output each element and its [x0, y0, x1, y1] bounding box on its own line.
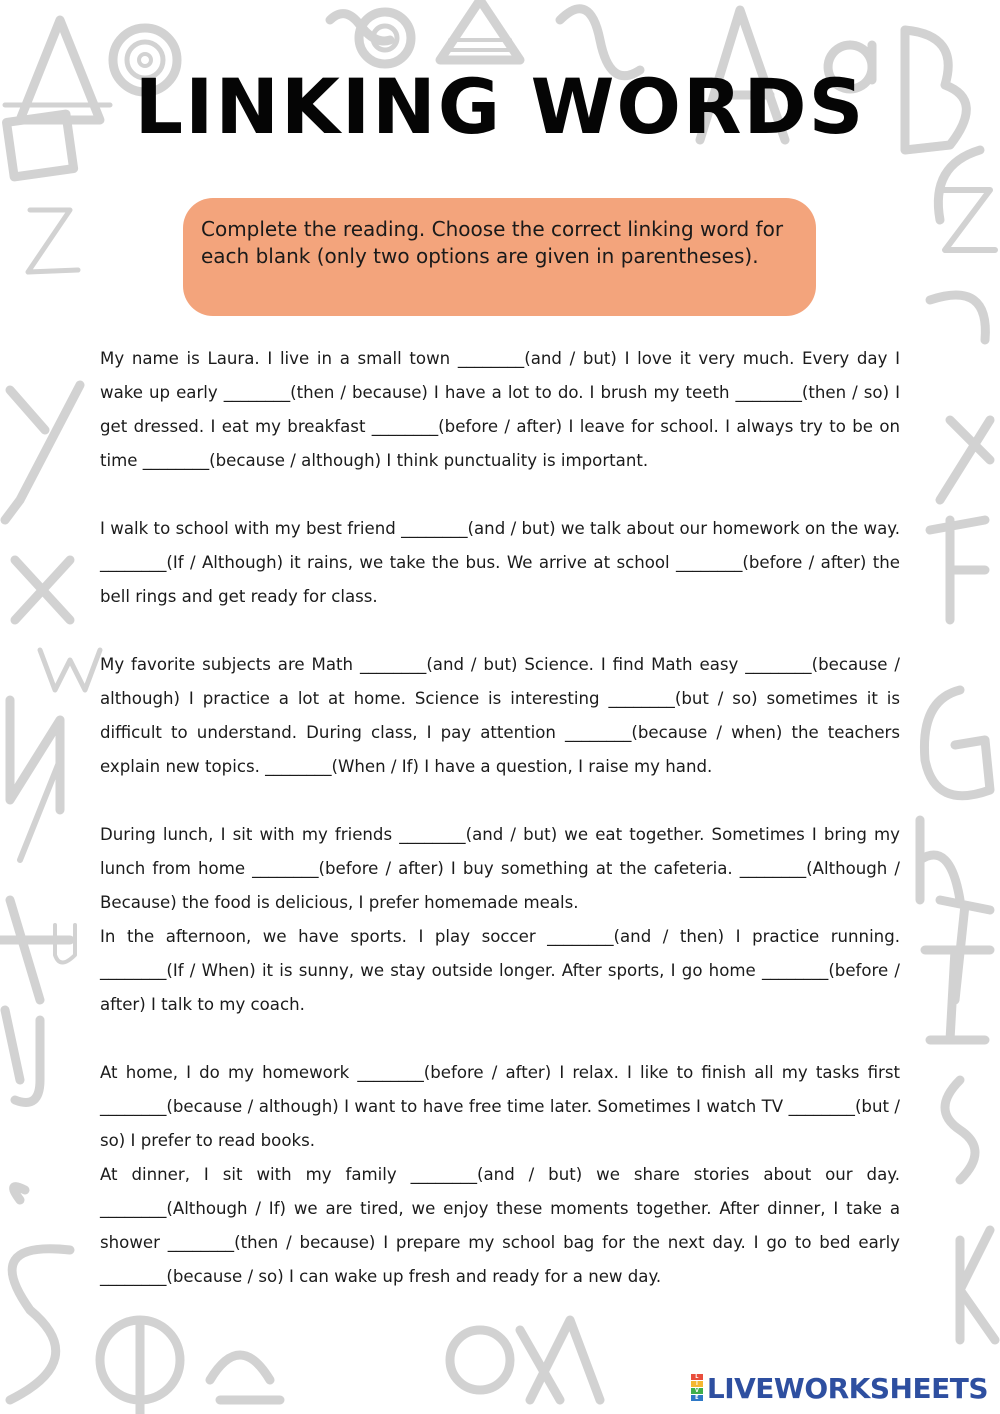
logo-text: LIVEWORKSHEETS — [706, 1371, 988, 1405]
paragraph-6: At home, I do my homework ________(before / after) I relax. I like to finish all my tasks first ________(because / although) I want to have free time later. Sometimes I watch TV ________(but / so) I prefer to read books. — [100, 1063, 900, 1150]
liveworksheets-logo[interactable] — [691, 1370, 988, 1406]
logo-mark-letter: L — [691, 1374, 703, 1380]
paragraph-7: At dinner, I sit with my family ________(and / but) we share stories about our day. ________(Although / If) we are tired, we enjoy these moments together. After dinner, I take a shower ________(then / because) I prepare my school bag for the next day. I go to bed early ________(because / so) I can wake up fresh and ready for a new day. — [100, 1165, 900, 1286]
page-title: LINKING WORDS — [134, 62, 866, 151]
paragraph-2: I walk to school with my best friend ________(and / but) we talk about our homework on the way. ________(If / Although) it rains, we take the bus. We arrive at school ________(before / after) the bell rings and get ready for class. — [100, 519, 900, 606]
logo-mark-letter: I — [691, 1381, 703, 1387]
instructions-box: Complete the reading. Choose the correct linking word for each blank (only two options are given in parentheses). — [183, 198, 816, 316]
paragraph-1: My name is Laura. I live in a small town ________(and / but) I love it very much. Every day I wake up early ________(then / because) I have a lot to do. I brush my teeth ________(then / so) I get dressed. I eat my breakfast ________(before / after) I leave for school. I always try to be on time ________(because / although) I think punctuality is important. — [100, 349, 900, 470]
reading-passage — [100, 342, 900, 1294]
logo-mark-letter: E — [691, 1395, 703, 1401]
logo-mark-icon — [691, 1374, 703, 1402]
paragraph-3: My favorite subjects are Math ________(and / but) Science. I find Math easy ________(because / although) I practice a lot at home. Science is interesting ________(but / so) sometimes it is difficult to understand. During class, I pay attention ________(because / when) the teachers explain new topics. ________(When / If) I have a question, I raise my hand. — [100, 655, 900, 776]
logo-mark-letter: V — [691, 1388, 703, 1394]
paragraph-4: During lunch, I sit with my friends ________(and / but) we eat together. Sometimes I bring my lunch from home ________(before / after) I buy something at the cafeteria. ________(Although / Because) the food is delicious, I prefer homemade meals. — [100, 825, 900, 912]
paragraph-5: In the afternoon, we have sports. I play soccer ________(and / then) I practice running. ________(If / When) it is sunny, we stay outside longer. After sports, I go home ________(before / after) I talk to my coach. — [100, 927, 900, 1014]
